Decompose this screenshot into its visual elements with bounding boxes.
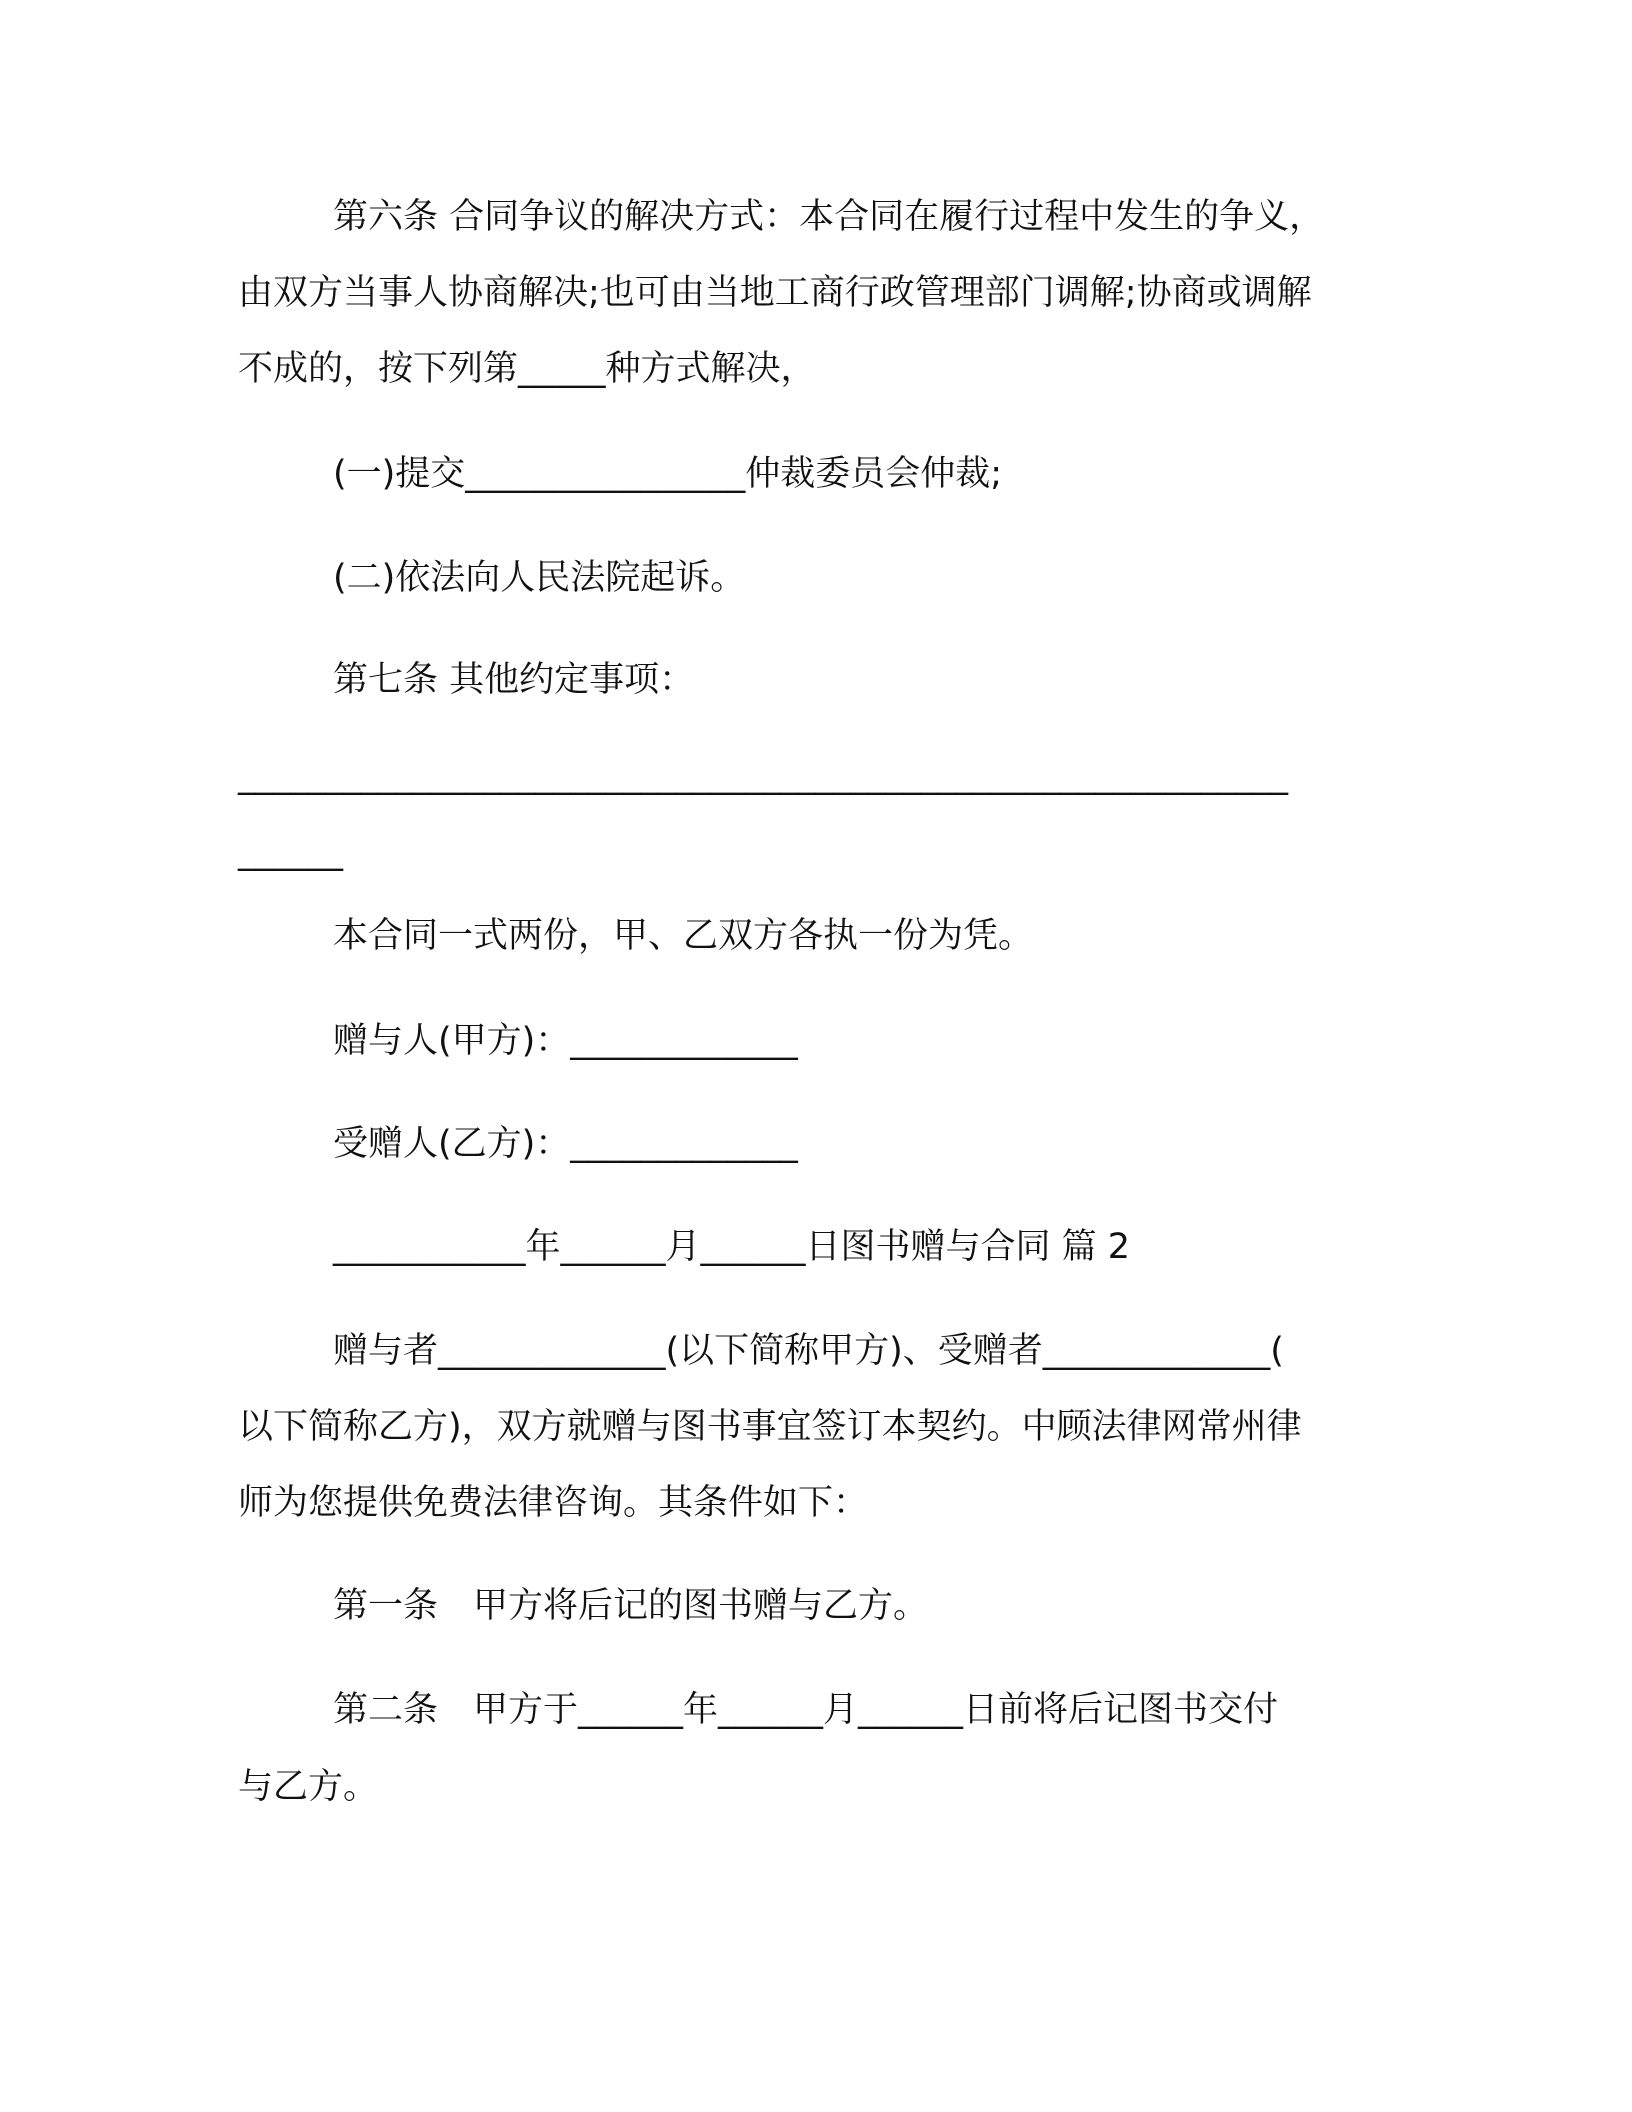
article-6-line-3: 不成的，按下列第_____种方式解决， [238, 349, 816, 389]
article-2-line-1: 第二条 甲方于______年______月______日前将后记图书交付 [333, 1690, 1279, 1730]
copies-clause: 本合同一式两份，甲、乙双方各执一份为凭。 [333, 916, 1034, 956]
article-1: 第一条 甲方将后记的图书赠与乙方。 [333, 1586, 929, 1626]
article-2-line-2: 与乙方。 [238, 1767, 379, 1807]
preamble-line-2: 以下简称乙方)，双方就赠与图书事宜签订本契约。中顾法律网常州律 [238, 1407, 1302, 1447]
article-7-heading: 第七条 其他约定事项： [333, 660, 695, 700]
article-6-line-2: 由双方当事人协商解决;也可由当地工商行政管理部门调解;协商或调解 [238, 273, 1312, 313]
donor-signature: 赠与人(甲方)：_____________ [333, 1021, 798, 1061]
blank-line-2: ______ [238, 832, 343, 872]
preamble-line-3: 师为您提供免费法律咨询。其条件如下： [238, 1483, 869, 1523]
donee-signature: 受赠人(乙方)：_____________ [333, 1124, 798, 1164]
blank-line-1: ____________________________________________________________ [238, 756, 1288, 796]
article-6-line-1: 第六条 合同争议的解决方式：本合同在履行过程中发生的争义， [333, 197, 1325, 237]
preamble-line-1: 赠与者_____________(以下简称甲方)、受赠者_____________( [333, 1331, 1284, 1371]
option-1: (一)提交________________仲裁委员会仲裁; [333, 454, 1003, 494]
option-2: (二)依法向人民法院起诉。 [333, 558, 746, 598]
date-and-title: ___________年______月______日图书赠与合同 篇 2 [333, 1227, 1131, 1267]
